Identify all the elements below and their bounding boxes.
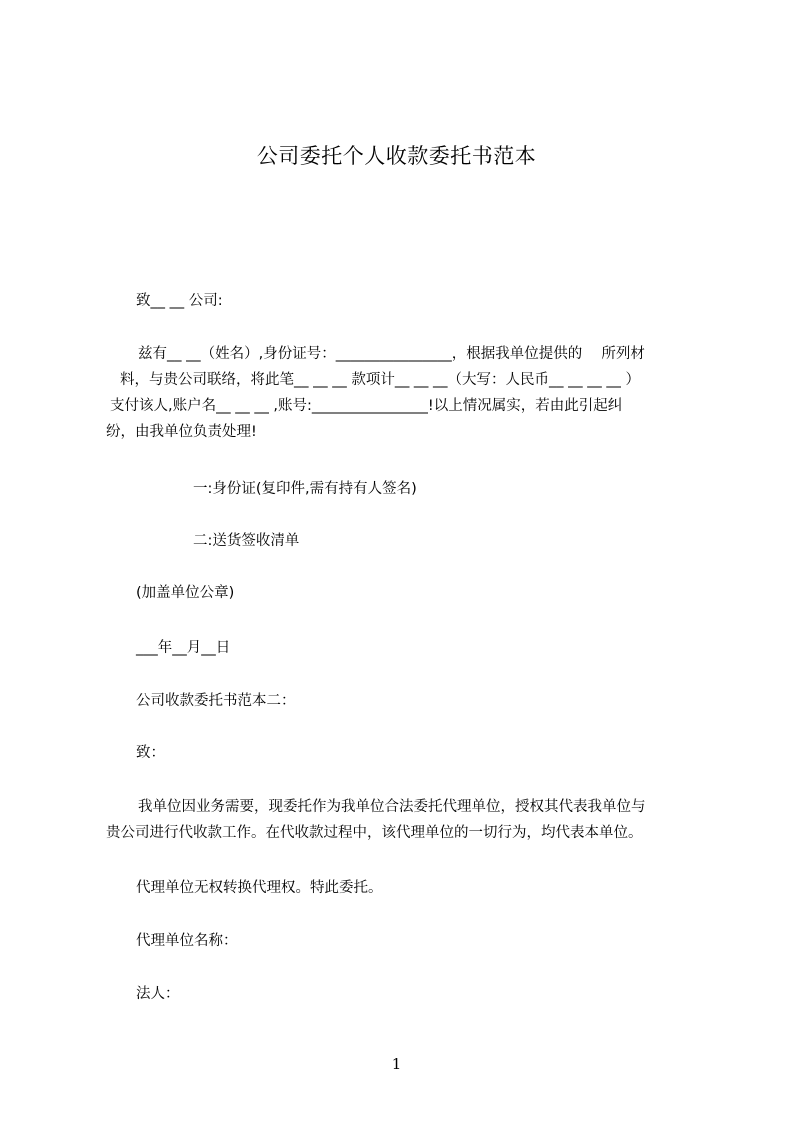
attachment-item-id-card: 一:身份证(复印件,需有持有人签名) <box>193 481 417 497</box>
attachment-item-delivery-list: 二:送货签收清单 <box>193 533 300 549</box>
body-line: 支付该人,账户名__ __ __ ,账号:________________!以上情况属实，若由此引起纠 <box>110 398 623 414</box>
agent-name-label: 代理单位名称： <box>136 933 238 949</box>
section2-title: 公司收款委托书范本二： <box>136 693 296 709</box>
legal-person-label: 法人： <box>136 986 180 1002</box>
section2-body-line: 贵公司进行代收款工作。在代收款过程中，该代理单位的一切行为，均代表本单位。 <box>106 825 643 841</box>
salutation: 致__ __ 公司: <box>136 293 223 309</box>
body-line: 纷，由我单位负责处理! <box>106 424 257 440</box>
body-line: 兹有__ __（姓名）,身份证号：________________，根据我单位提供的 所列材 <box>138 346 645 362</box>
document-title: 公司委托个人收款委托书范本 <box>256 144 537 168</box>
seal-note: (加盖单位公章) <box>136 585 235 601</box>
body-paragraph <box>106 341 696 445</box>
section2-salutation: 致： <box>136 745 165 761</box>
section2-body-paragraph <box>106 794 696 846</box>
page-number: 1 <box>391 1055 402 1073</box>
date-line: ___年__月__日 <box>136 640 231 656</box>
no-transfer-note: 代理单位无权转换代理权。特此委托。 <box>136 880 383 896</box>
section2-body-line: 我单位因业务需要，现委托作为我单位合法委托代理单位，授权其代表我单位与 <box>138 799 646 815</box>
body-line: 料，与贵公司联络，将此笔__ __ __ 款项计__ __ __（大写：人民币__ __ __ __ ） <box>120 372 640 388</box>
